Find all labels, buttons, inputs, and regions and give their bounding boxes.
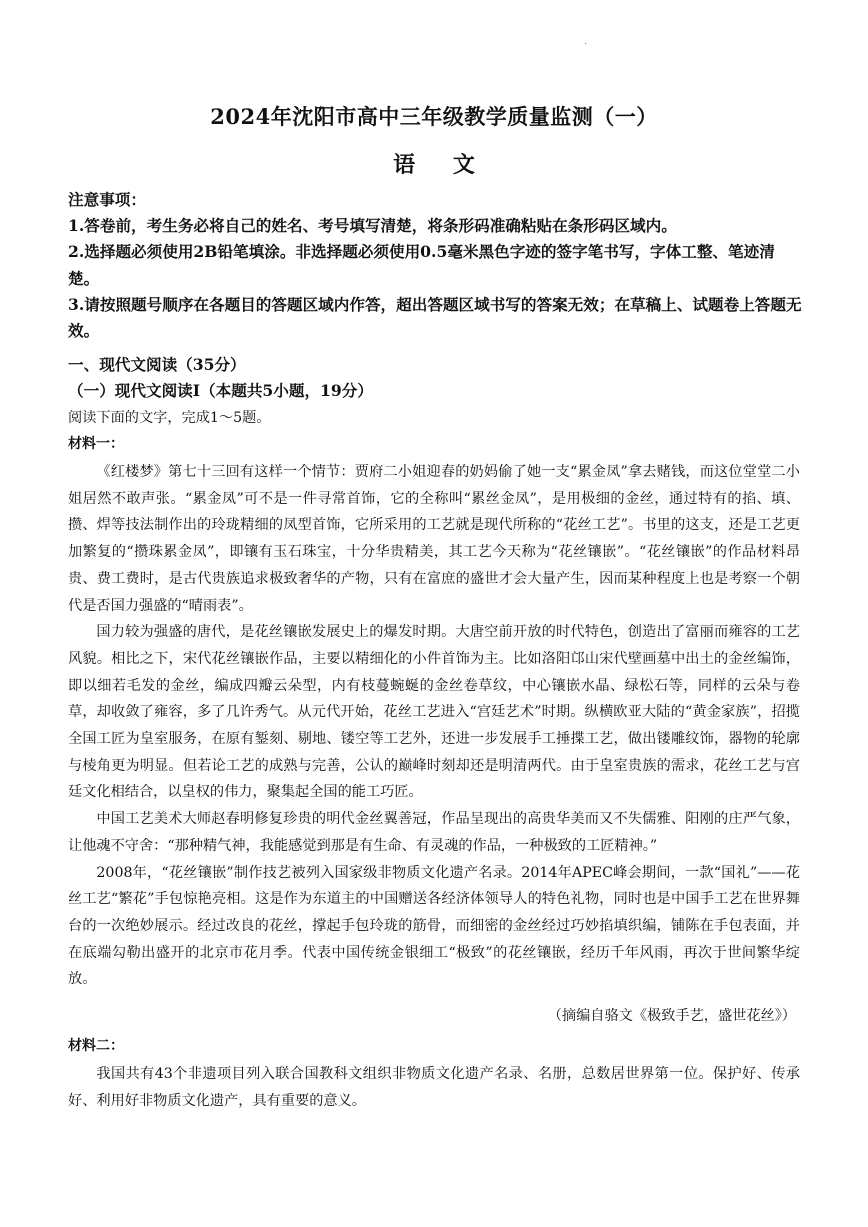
material1-paragraph-3: 中国工艺美术大师赵春明修复珍贵的明代金丝翼善冠，作品呈现出的高贵华美而又不失儒雅、阳刚的庄严气象，让他魂不守舍：“那种精气神，我能感觉到那是有生命、有灵魂的作品，一种极致的工匠精神。” <box>68 811 800 854</box>
notice-item-3: 3.请按照题号顺序在各题目的答题区域内作答，超出答题区域书写的答案无效；在草稿上、试题卷上答题无效。 <box>68 294 802 341</box>
scan-mark: . <box>584 36 588 47</box>
notice-block <box>68 187 803 344</box>
material2-paragraph-1: 我国共有43个非遗项目列入联合国教科文组织非物质文化遗产名录、名册，总数居世界第一位。保护好、传承好、利用好非物质文化遗产，具有重要的意义。 <box>68 1066 800 1109</box>
material1-text <box>68 459 800 993</box>
material1-paragraph-2: 国力较为强盛的唐代，是花丝镶嵌发展史上的爆发时期。大唐空前开放的时代特色，创造出了富丽而雍容的工艺风貌。相比之下，宋代花丝镶嵌作品，主要以精细化的小件首饰为主。比如洛阳邙山宋代壁画墓中出土的金丝编饰，即以细若毛发的金丝，编成四瓣云朵型，内有枝蔓蜿蜒的金丝卷草纹，中心镶嵌水晶、绿松石等，同样的云朵与卷草，却收敛了雍容，多了几许秀气。从元代开始，花丝工艺进入“宫廷艺术”时期。纵横欧亚大陆的“黄金家族”，招揽全国工匠为皇室服务，在原有錾刻、剔地、镂空等工艺外，还进一步发展手工捶揲工艺，做出镂雕纹饰，器物的轮廓与棱角更为明显。但若论工艺的成熟与完善，公认的巅峰时刻却还是明清两代。由于皇室贵族的需求，花丝工艺与宫廷文化相结合，以皇权的伟力，聚集起全国的能工巧匠。 <box>68 624 800 801</box>
subject-title: 语 文 <box>393 152 475 178</box>
material1-source: （摘编自骆文《极致手艺，盛世花丝》） <box>547 1008 796 1024</box>
material1-paragraph-1: 《红楼梦》第七十三回有这样一个情节：贾府二小姐迎春的奶妈偷了她一支“累金凤”拿去赌钱，而这位堂堂二小姐居然不敢声张。“累金凤”可不是一件寻常首饰，它的全称叫“累丝金凤”，是用极细的金丝，通过特有的掐、填、攒、焊等技法制作出的玲珑精细的凤型首饰，它所采用的工艺就是现代所称的“花丝工艺”。书里的这支，还是工艺更加繁复的“攒珠累金凤”，即镶有玉石珠宝，十分华贵精美，其工艺今天称为“花丝镶嵌”。“花丝镶嵌”的作品材料昂贵、费工费时，是古代贵族追求极致奢华的产物，只有在富庶的盛世才会大量产生，因而某种程度上也是考察一个朝代是否国力强盛的“晴雨表”。 <box>68 464 800 614</box>
notice-item-1: 1.答卷前，考生务必将自己的姓名、考号填写清楚，将条形码准确粘贴在条形码区域内。 <box>68 216 677 236</box>
exam-title: 2024年沈阳市高中三年级教学质量监测（一） <box>210 104 658 129</box>
sub-title: （一）现代文阅读Ⅰ（本题共5小题，19分） <box>68 381 373 400</box>
material1-label: 材料一： <box>68 436 124 452</box>
notice-item-2: 2.选择题必须使用2B铅笔填涂。非选择题必须使用0.5毫米黑色字迹的签字笔书写，字体工整、笔迹清楚。 <box>68 242 775 288</box>
notice-heading: 注意事项： <box>68 190 146 209</box>
material2-label: 材料二： <box>68 1038 124 1054</box>
material1-paragraph-4: 2008年，“花丝镶嵌”制作技艺被列入国家级非物质文化遗产名录。2014年APEC峰会期间，一款“国礼”——花丝工艺“繁花”手包惊艳亮相。这是作为东道主的中国赠送各经济体领导人的特色礼物，同时也是中国手工艺在世界舞台的一次绝妙展示。经过改良的花丝，撑起手包玲珑的筋骨，而细密的金丝经过巧妙掐填织编，铺陈在手包表面，并在底端勾勒出盛开的北京市花月季。代表中国传统金银细工“极致”的花丝镶嵌，经历千年风雨，再次于世间繁华绽放。 <box>68 864 800 988</box>
instruction: 阅读下面的文字，完成1～5题。 <box>68 410 271 426</box>
material2-text <box>68 1061 800 1114</box>
part-title: 一、现代文阅读（35分） <box>68 355 246 374</box>
